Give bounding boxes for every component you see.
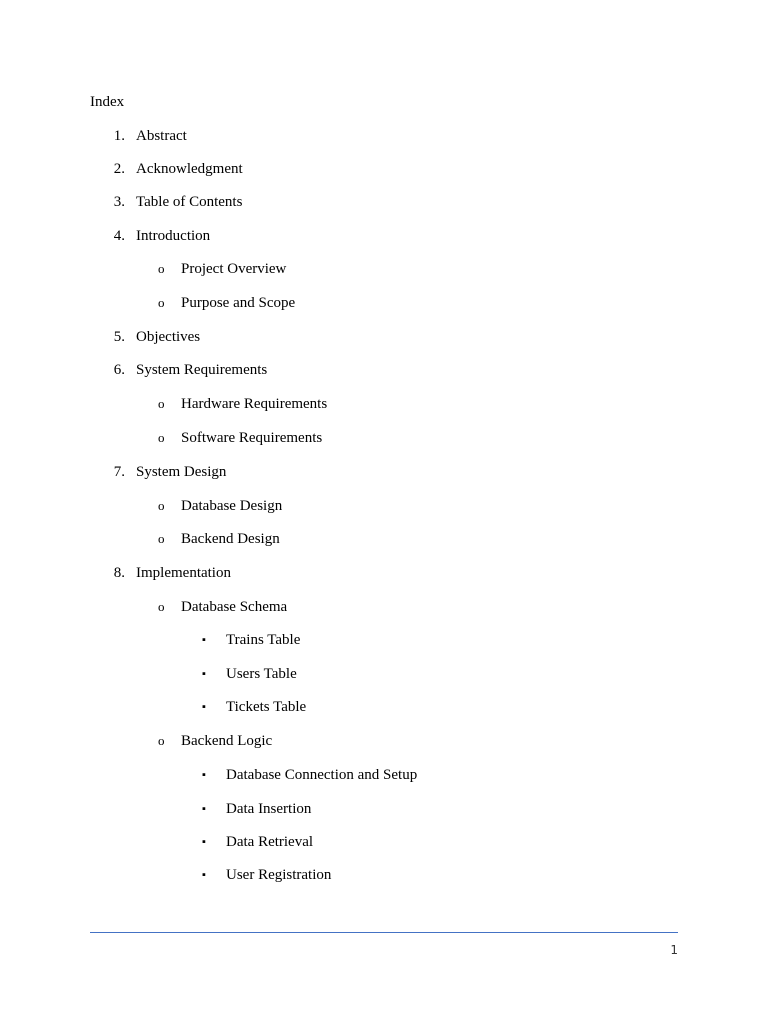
toc-subitem-label: Hardware Requirements	[181, 396, 328, 412]
toc-subitem-label: Project Overview	[181, 261, 287, 277]
toc-item-label: Implementation	[136, 565, 231, 581]
toc-subitem-label: Software Requirements	[181, 430, 323, 446]
list-number: 4.	[113, 228, 125, 244]
toc-subsubitem-label: Trains Table	[226, 632, 301, 648]
circle-bullet-icon: o	[158, 396, 165, 411]
toc-subitem-label: Purpose and Scope	[181, 295, 296, 311]
toc-subsubitem-label: Database Connection and Setup	[226, 767, 418, 783]
square-bullet-icon: ▪	[202, 869, 206, 881]
circle-bullet-icon: o	[158, 261, 165, 276]
list-number: 6.	[113, 362, 125, 378]
square-bullet-icon: ▪	[202, 803, 206, 815]
circle-bullet-icon: o	[158, 295, 165, 310]
toc-item-label: Introduction	[136, 228, 211, 244]
square-bullet-icon: ▪	[202, 634, 206, 646]
square-bullet-icon: ▪	[202, 668, 206, 680]
list-number: 2.	[113, 161, 125, 177]
list-number: 8.	[113, 565, 125, 581]
footer-divider	[90, 932, 678, 933]
toc-item-label: Abstract	[136, 128, 187, 144]
toc-subsubitem-label: Data Retrieval	[226, 834, 314, 850]
list-number: 5.	[113, 329, 125, 345]
list-number: 1.	[113, 128, 125, 144]
square-bullet-icon: ▪	[202, 769, 206, 781]
toc-item-label: Acknowledgment	[136, 161, 243, 177]
square-bullet-icon: ▪	[202, 701, 206, 713]
page-number: 1	[670, 943, 678, 957]
circle-bullet-icon: o	[158, 599, 165, 614]
square-bullet-icon: ▪	[202, 836, 206, 848]
circle-bullet-icon: o	[158, 498, 165, 513]
toc-subsubitem-label: Data Insertion	[226, 801, 312, 817]
circle-bullet-icon: o	[158, 531, 165, 546]
circle-bullet-icon: o	[158, 733, 165, 748]
toc-item-label: System Design	[136, 464, 227, 480]
toc-subitem-label: Database Design	[181, 498, 283, 514]
toc-item-label: Objectives	[136, 329, 201, 345]
toc-subitem-label: Backend Logic	[181, 733, 273, 749]
toc-subsubitem-label: Tickets Table	[226, 699, 307, 715]
toc-subitem-label: Backend Design	[181, 531, 280, 547]
list-number: 3.	[113, 194, 125, 210]
circle-bullet-icon: o	[158, 430, 165, 445]
toc-item-label: Table of Contents	[136, 194, 243, 210]
toc-subitem-label: Database Schema	[181, 599, 288, 615]
toc-subsubitem-label: Users Table	[226, 666, 297, 682]
toc-subsubitem-label: User Registration	[226, 867, 332, 883]
index-heading: Index	[90, 94, 125, 110]
toc-item-label: System Requirements	[136, 362, 268, 378]
list-number: 7.	[113, 464, 125, 480]
